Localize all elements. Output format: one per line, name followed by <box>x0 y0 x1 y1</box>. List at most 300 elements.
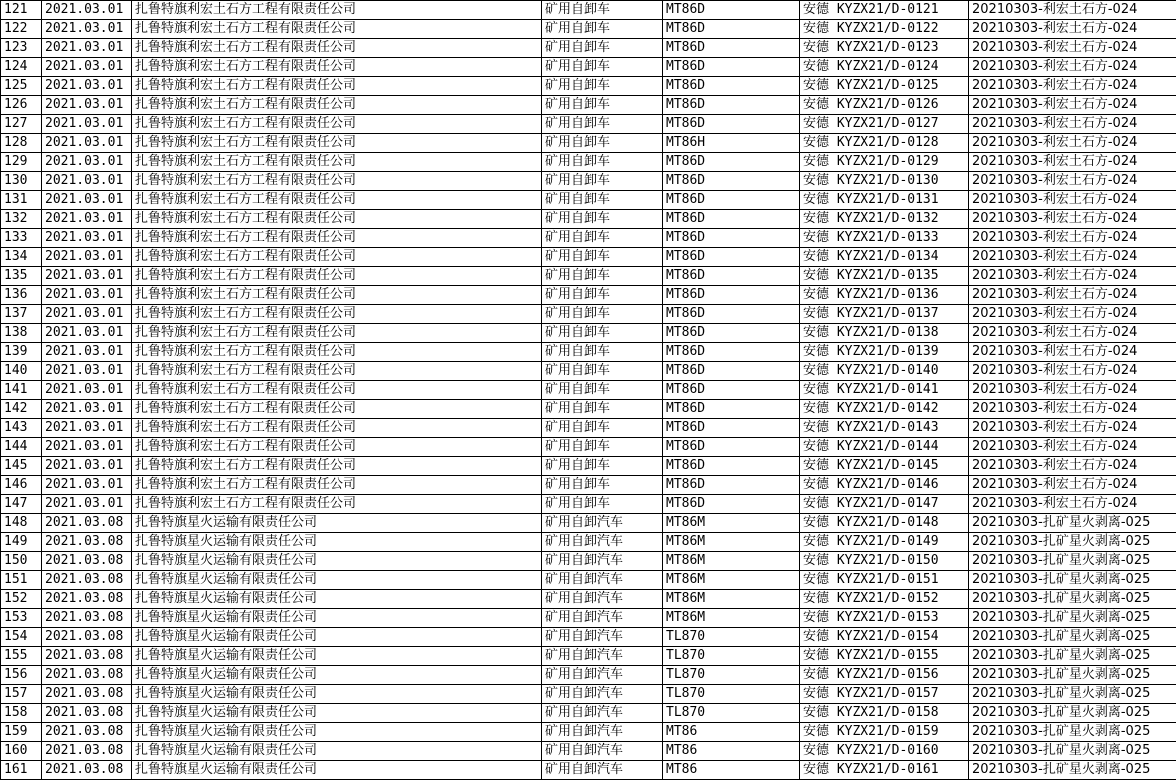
company-cell[interactable]: 扎鲁特旗利宏土石方工程有限责任公司 <box>132 267 542 286</box>
vehicle-type-cell[interactable]: 矿用自卸车 <box>542 229 663 248</box>
date-cell[interactable]: 2021.03.01 <box>42 58 132 77</box>
table-row <box>1 324 1176 343</box>
row-number-cell[interactable]: 142 <box>1 400 42 419</box>
model-cell[interactable]: MT86D <box>663 96 800 115</box>
date-cell[interactable]: 2021.03.01 <box>42 438 132 457</box>
table-row <box>1 58 1176 77</box>
company-cell[interactable]: 扎鲁特旗星火运输有限责任公司 <box>132 609 542 628</box>
plate-number-cell[interactable]: 安德 KYZX21/D-0134 <box>800 248 969 267</box>
row-number-cell[interactable]: 136 <box>1 286 42 305</box>
model-cell[interactable]: MT86D <box>663 438 800 457</box>
plate-number-cell[interactable]: 安德 KYZX21/D-0128 <box>800 134 969 153</box>
company-cell[interactable]: 扎鲁特旗利宏土石方工程有限责任公司 <box>132 419 542 438</box>
vehicle-type-cell[interactable]: 矿用自卸汽车 <box>542 647 663 666</box>
table-row <box>1 647 1176 666</box>
date-cell[interactable]: 2021.03.01 <box>42 400 132 419</box>
company-cell[interactable]: 扎鲁特旗利宏土石方工程有限责任公司 <box>132 153 542 172</box>
model-cell[interactable]: MT86M <box>663 552 800 571</box>
vehicle-type-cell[interactable]: 矿用自卸车 <box>542 1 663 20</box>
table-row <box>1 571 1176 590</box>
model-cell[interactable]: MT86D <box>663 153 800 172</box>
vehicle-type-cell[interactable]: 矿用自卸车 <box>542 267 663 286</box>
plate-number-cell[interactable]: 安德 KYZX21/D-0124 <box>800 58 969 77</box>
company-cell[interactable]: 扎鲁特旗利宏土石方工程有限责任公司 <box>132 77 542 96</box>
plate-number-cell[interactable]: 安德 KYZX21/D-0131 <box>800 191 969 210</box>
company-cell[interactable]: 扎鲁特旗利宏土石方工程有限责任公司 <box>132 115 542 134</box>
reference-code-cell[interactable]: 20210303-利宏土石方-024 <box>969 362 1176 381</box>
vehicle-type-cell[interactable]: 矿用自卸车 <box>542 286 663 305</box>
model-cell[interactable]: MT86D <box>663 324 800 343</box>
vehicle-type-cell[interactable]: 矿用自卸车 <box>542 381 663 400</box>
reference-code-cell[interactable]: 20210303-利宏土石方-024 <box>969 229 1176 248</box>
plate-number-cell[interactable]: 安德 KYZX21/D-0144 <box>800 438 969 457</box>
company-cell[interactable]: 扎鲁特旗利宏土石方工程有限责任公司 <box>132 229 542 248</box>
plate-number-cell[interactable]: 安德 KYZX21/D-0126 <box>800 96 969 115</box>
date-cell[interactable]: 2021.03.01 <box>42 343 132 362</box>
date-cell[interactable]: 2021.03.08 <box>42 761 132 780</box>
company-cell[interactable]: 扎鲁特旗利宏土石方工程有限责任公司 <box>132 58 542 77</box>
model-cell[interactable]: MT86 <box>663 742 800 761</box>
plate-number-cell[interactable]: 安德 KYZX21/D-0127 <box>800 115 969 134</box>
vehicle-type-cell[interactable]: 矿用自卸汽车 <box>542 609 663 628</box>
reference-code-cell[interactable]: 20210303-利宏土石方-024 <box>969 1 1176 20</box>
date-cell[interactable]: 2021.03.08 <box>42 571 132 590</box>
row-number-cell[interactable]: 137 <box>1 305 42 324</box>
row-number-cell[interactable]: 124 <box>1 58 42 77</box>
vehicle-type-cell[interactable]: 矿用自卸车 <box>542 172 663 191</box>
reference-code-cell[interactable]: 20210303-利宏土石方-024 <box>969 476 1176 495</box>
plate-number-cell[interactable]: 安德 KYZX21/D-0138 <box>800 324 969 343</box>
row-number-cell[interactable]: 141 <box>1 381 42 400</box>
plate-number-cell[interactable]: 安德 KYZX21/D-0135 <box>800 267 969 286</box>
vehicle-type-cell[interactable]: 矿用自卸汽车 <box>542 761 663 780</box>
model-cell[interactable]: TL870 <box>663 685 800 704</box>
reference-code-cell[interactable]: 20210303-利宏土石方-024 <box>969 134 1176 153</box>
vehicle-type-cell[interactable]: 矿用自卸车 <box>542 457 663 476</box>
row-number-cell[interactable]: 147 <box>1 495 42 514</box>
date-cell[interactable]: 2021.03.08 <box>42 666 132 685</box>
date-cell[interactable]: 2021.03.08 <box>42 704 132 723</box>
vehicle-type-cell[interactable]: 矿用自卸车 <box>542 153 663 172</box>
company-cell[interactable]: 扎鲁特旗星火运输有限责任公司 <box>132 552 542 571</box>
plate-number-cell[interactable]: 安德 KYZX21/D-0132 <box>800 210 969 229</box>
company-cell[interactable]: 扎鲁特旗星火运输有限责任公司 <box>132 742 542 761</box>
plate-number-cell[interactable]: 安德 KYZX21/D-0159 <box>800 723 969 742</box>
vehicle-type-cell[interactable]: 矿用自卸车 <box>542 248 663 267</box>
row-number-cell[interactable]: 156 <box>1 666 42 685</box>
row-number-cell[interactable]: 140 <box>1 362 42 381</box>
reference-code-cell[interactable]: 20210303-利宏土石方-024 <box>969 343 1176 362</box>
company-cell[interactable]: 扎鲁特旗星火运输有限责任公司 <box>132 590 542 609</box>
company-cell[interactable]: 扎鲁特旗利宏土石方工程有限责任公司 <box>132 343 542 362</box>
company-cell[interactable]: 扎鲁特旗星火运输有限责任公司 <box>132 704 542 723</box>
reference-code-cell[interactable]: 20210303-利宏土石方-024 <box>969 248 1176 267</box>
company-cell[interactable]: 扎鲁特旗利宏土石方工程有限责任公司 <box>132 1 542 20</box>
reference-code-cell[interactable]: 20210303-扎矿星火剥离-025 <box>969 704 1176 723</box>
model-cell[interactable]: MT86D <box>663 343 800 362</box>
plate-number-cell[interactable]: 安德 KYZX21/D-0122 <box>800 20 969 39</box>
reference-code-cell[interactable]: 20210303-利宏土石方-024 <box>969 324 1176 343</box>
vehicle-type-cell[interactable]: 矿用自卸车 <box>542 362 663 381</box>
company-cell[interactable]: 扎鲁特旗星火运输有限责任公司 <box>132 723 542 742</box>
model-cell[interactable]: MT86D <box>663 191 800 210</box>
date-cell[interactable]: 2021.03.01 <box>42 77 132 96</box>
plate-number-cell[interactable]: 安德 KYZX21/D-0157 <box>800 685 969 704</box>
reference-code-cell[interactable]: 20210303-扎矿星火剥离-025 <box>969 685 1176 704</box>
plate-number-cell[interactable]: 安德 KYZX21/D-0154 <box>800 628 969 647</box>
model-cell[interactable]: TL870 <box>663 647 800 666</box>
date-cell[interactable]: 2021.03.01 <box>42 96 132 115</box>
row-number-cell[interactable]: 135 <box>1 267 42 286</box>
model-cell[interactable]: TL870 <box>663 704 800 723</box>
reference-code-cell[interactable]: 20210303-扎矿星火剥离-025 <box>969 647 1176 666</box>
date-cell[interactable]: 2021.03.08 <box>42 723 132 742</box>
model-cell[interactable]: MT86D <box>663 115 800 134</box>
date-cell[interactable]: 2021.03.01 <box>42 495 132 514</box>
row-number-cell[interactable]: 151 <box>1 571 42 590</box>
vehicle-type-cell[interactable]: 矿用自卸汽车 <box>542 742 663 761</box>
vehicle-type-cell[interactable]: 矿用自卸车 <box>542 39 663 58</box>
vehicle-type-cell[interactable]: 矿用自卸汽车 <box>542 533 663 552</box>
vehicle-type-cell[interactable]: 矿用自卸汽车 <box>542 704 663 723</box>
company-cell[interactable]: 扎鲁特旗利宏土石方工程有限责任公司 <box>132 457 542 476</box>
vehicle-type-cell[interactable]: 矿用自卸车 <box>542 476 663 495</box>
date-cell[interactable]: 2021.03.01 <box>42 476 132 495</box>
date-cell[interactable]: 2021.03.01 <box>42 305 132 324</box>
reference-code-cell[interactable]: 20210303-扎矿星火剥离-025 <box>969 590 1176 609</box>
row-number-cell[interactable]: 133 <box>1 229 42 248</box>
reference-code-cell[interactable]: 20210303-利宏土石方-024 <box>969 305 1176 324</box>
row-number-cell[interactable]: 132 <box>1 210 42 229</box>
plate-number-cell[interactable]: 安德 KYZX21/D-0160 <box>800 742 969 761</box>
model-cell[interactable]: MT86D <box>663 495 800 514</box>
plate-number-cell[interactable]: 安德 KYZX21/D-0158 <box>800 704 969 723</box>
row-number-cell[interactable]: 122 <box>1 20 42 39</box>
company-cell[interactable]: 扎鲁特旗利宏土石方工程有限责任公司 <box>132 286 542 305</box>
vehicle-type-cell[interactable]: 矿用自卸汽车 <box>542 514 663 533</box>
date-cell[interactable]: 2021.03.01 <box>42 457 132 476</box>
model-cell[interactable]: MT86 <box>663 723 800 742</box>
company-cell[interactable]: 扎鲁特旗利宏土石方工程有限责任公司 <box>132 324 542 343</box>
vehicle-type-cell[interactable]: 矿用自卸汽车 <box>542 590 663 609</box>
row-number-cell[interactable]: 155 <box>1 647 42 666</box>
model-cell[interactable]: TL870 <box>663 628 800 647</box>
model-cell[interactable]: MT86D <box>663 305 800 324</box>
row-number-cell[interactable]: 143 <box>1 419 42 438</box>
date-cell[interactable]: 2021.03.01 <box>42 172 132 191</box>
plate-number-cell[interactable]: 安德 KYZX21/D-0142 <box>800 400 969 419</box>
reference-code-cell[interactable]: 20210303-扎矿星火剥离-025 <box>969 533 1176 552</box>
model-cell[interactable]: MT86D <box>663 77 800 96</box>
table-row <box>1 77 1176 96</box>
company-cell[interactable]: 扎鲁特旗利宏土石方工程有限责任公司 <box>132 476 542 495</box>
company-cell[interactable]: 扎鲁特旗利宏土石方工程有限责任公司 <box>132 495 542 514</box>
row-number-cell[interactable]: 126 <box>1 96 42 115</box>
company-cell[interactable]: 扎鲁特旗星火运输有限责任公司 <box>132 666 542 685</box>
company-cell[interactable]: 扎鲁特旗利宏土石方工程有限责任公司 <box>132 248 542 267</box>
plate-number-cell[interactable]: 安德 KYZX21/D-0150 <box>800 552 969 571</box>
date-cell[interactable]: 2021.03.08 <box>42 647 132 666</box>
plate-number-cell[interactable]: 安德 KYZX21/D-0141 <box>800 381 969 400</box>
model-cell[interactable]: MT86M <box>663 533 800 552</box>
plate-number-cell[interactable]: 安德 KYZX21/D-0143 <box>800 419 969 438</box>
vehicle-type-cell[interactable]: 矿用自卸车 <box>542 400 663 419</box>
model-cell[interactable]: TL870 <box>663 666 800 685</box>
row-number-cell[interactable]: 145 <box>1 457 42 476</box>
row-number-cell[interactable]: 149 <box>1 533 42 552</box>
row-number-cell[interactable]: 125 <box>1 77 42 96</box>
company-cell[interactable]: 扎鲁特旗利宏土石方工程有限责任公司 <box>132 438 542 457</box>
row-number-cell[interactable]: 153 <box>1 609 42 628</box>
reference-code-cell[interactable]: 20210303-利宏土石方-024 <box>969 115 1176 134</box>
company-cell[interactable]: 扎鲁特旗利宏土石方工程有限责任公司 <box>132 96 542 115</box>
date-cell[interactable]: 2021.03.08 <box>42 685 132 704</box>
row-number-cell[interactable]: 148 <box>1 514 42 533</box>
plate-number-cell[interactable]: 安德 KYZX21/D-0147 <box>800 495 969 514</box>
plate-number-cell[interactable]: 安德 KYZX21/D-0123 <box>800 39 969 58</box>
date-cell[interactable]: 2021.03.01 <box>42 191 132 210</box>
model-cell[interactable]: MT86D <box>663 419 800 438</box>
company-cell[interactable]: 扎鲁特旗星火运输有限责任公司 <box>132 571 542 590</box>
model-cell[interactable]: MT86D <box>663 229 800 248</box>
row-number-cell[interactable]: 157 <box>1 685 42 704</box>
row-number-cell[interactable]: 152 <box>1 590 42 609</box>
model-cell[interactable]: MT86D <box>663 457 800 476</box>
row-number-cell[interactable]: 154 <box>1 628 42 647</box>
date-cell[interactable]: 2021.03.01 <box>42 324 132 343</box>
reference-code-cell[interactable]: 20210303-扎矿星火剥离-025 <box>969 761 1176 780</box>
company-cell[interactable]: 扎鲁特旗星火运输有限责任公司 <box>132 685 542 704</box>
reference-code-cell[interactable]: 20210303-扎矿星火剥离-025 <box>969 514 1176 533</box>
table-row <box>1 191 1176 210</box>
date-cell[interactable]: 2021.03.01 <box>42 248 132 267</box>
table-row <box>1 362 1176 381</box>
row-number-cell[interactable]: 134 <box>1 248 42 267</box>
reference-code-cell[interactable]: 20210303-扎矿星火剥离-025 <box>969 742 1176 761</box>
model-cell[interactable]: MT86M <box>663 609 800 628</box>
plate-number-cell[interactable]: 安德 KYZX21/D-0133 <box>800 229 969 248</box>
vehicle-type-cell[interactable]: 矿用自卸汽车 <box>542 628 663 647</box>
plate-number-cell[interactable]: 安德 KYZX21/D-0146 <box>800 476 969 495</box>
vehicle-type-cell[interactable]: 矿用自卸汽车 <box>542 685 663 704</box>
row-number-cell[interactable]: 139 <box>1 343 42 362</box>
date-cell[interactable]: 2021.03.01 <box>42 362 132 381</box>
model-cell[interactable]: MT86D <box>663 248 800 267</box>
date-cell[interactable]: 2021.03.01 <box>42 115 132 134</box>
date-cell[interactable]: 2021.03.08 <box>42 533 132 552</box>
row-number-cell[interactable]: 158 <box>1 704 42 723</box>
model-cell[interactable]: MT86D <box>663 20 800 39</box>
date-cell[interactable]: 2021.03.08 <box>42 742 132 761</box>
company-cell[interactable]: 扎鲁特旗利宏土石方工程有限责任公司 <box>132 210 542 229</box>
vehicle-type-cell[interactable]: 矿用自卸车 <box>542 419 663 438</box>
reference-code-cell[interactable]: 20210303-扎矿星火剥离-025 <box>969 723 1176 742</box>
plate-number-cell[interactable]: 安德 KYZX21/D-0149 <box>800 533 969 552</box>
reference-code-cell[interactable]: 20210303-利宏土石方-024 <box>969 438 1176 457</box>
model-cell[interactable]: MT86D <box>663 400 800 419</box>
vehicle-type-cell[interactable]: 矿用自卸车 <box>542 134 663 153</box>
vehicle-type-cell[interactable]: 矿用自卸车 <box>542 20 663 39</box>
plate-number-cell[interactable]: 安德 KYZX21/D-0129 <box>800 153 969 172</box>
plate-number-cell[interactable]: 安德 KYZX21/D-0121 <box>800 1 969 20</box>
company-cell[interactable]: 扎鲁特旗星火运输有限责任公司 <box>132 647 542 666</box>
row-number-cell[interactable]: 129 <box>1 153 42 172</box>
date-cell[interactable]: 2021.03.01 <box>42 1 132 20</box>
reference-code-cell[interactable]: 20210303-扎矿星火剥离-025 <box>969 628 1176 647</box>
model-cell[interactable]: MT86D <box>663 476 800 495</box>
date-cell[interactable]: 2021.03.01 <box>42 39 132 58</box>
reference-code-cell[interactable]: 20210303-扎矿星火剥离-025 <box>969 666 1176 685</box>
company-cell[interactable]: 扎鲁特旗利宏土石方工程有限责任公司 <box>132 134 542 153</box>
row-number-cell[interactable]: 160 <box>1 742 42 761</box>
vehicle-type-cell[interactable]: 矿用自卸车 <box>542 324 663 343</box>
vehicle-type-cell[interactable]: 矿用自卸车 <box>542 115 663 134</box>
reference-code-cell[interactable]: 20210303-利宏土石方-024 <box>969 419 1176 438</box>
row-number-cell[interactable]: 128 <box>1 134 42 153</box>
date-cell[interactable]: 2021.03.01 <box>42 381 132 400</box>
vehicle-type-cell[interactable]: 矿用自卸车 <box>542 438 663 457</box>
company-cell[interactable]: 扎鲁特旗利宏土石方工程有限责任公司 <box>132 362 542 381</box>
table-row <box>1 96 1176 115</box>
reference-code-cell[interactable]: 20210303-利宏土石方-024 <box>969 210 1176 229</box>
date-cell[interactable]: 2021.03.08 <box>42 514 132 533</box>
row-number-cell[interactable]: 150 <box>1 552 42 571</box>
reference-code-cell[interactable]: 20210303-扎矿星火剥离-025 <box>969 609 1176 628</box>
vehicle-type-cell[interactable]: 矿用自卸车 <box>542 210 663 229</box>
company-cell[interactable]: 扎鲁特旗利宏土石方工程有限责任公司 <box>132 172 542 191</box>
plate-number-cell[interactable]: 安德 KYZX21/D-0152 <box>800 590 969 609</box>
model-cell[interactable]: MT86D <box>663 210 800 229</box>
reference-code-cell[interactable]: 20210303-利宏土石方-024 <box>969 191 1176 210</box>
model-cell[interactable]: MT86D <box>663 286 800 305</box>
reference-code-cell[interactable]: 20210303-利宏土石方-024 <box>969 495 1176 514</box>
plate-number-cell[interactable]: 安德 KYZX21/D-0139 <box>800 343 969 362</box>
date-cell[interactable]: 2021.03.08 <box>42 609 132 628</box>
plate-number-cell[interactable]: 安德 KYZX21/D-0145 <box>800 457 969 476</box>
vehicle-type-cell[interactable]: 矿用自卸车 <box>542 343 663 362</box>
plate-number-cell[interactable]: 安德 KYZX21/D-0136 <box>800 286 969 305</box>
model-cell[interactable]: MT86D <box>663 362 800 381</box>
vehicle-type-cell[interactable]: 矿用自卸车 <box>542 191 663 210</box>
model-cell[interactable]: MT86D <box>663 1 800 20</box>
row-number-cell[interactable]: 138 <box>1 324 42 343</box>
vehicle-type-cell[interactable]: 矿用自卸汽车 <box>542 723 663 742</box>
vehicle-type-cell[interactable]: 矿用自卸车 <box>542 495 663 514</box>
plate-number-cell[interactable]: 安德 KYZX21/D-0161 <box>800 761 969 780</box>
company-cell[interactable]: 扎鲁特旗星火运输有限责任公司 <box>132 628 542 647</box>
row-number-cell[interactable]: 161 <box>1 761 42 780</box>
model-cell[interactable]: MT86D <box>663 58 800 77</box>
model-cell[interactable]: MT86M <box>663 514 800 533</box>
plate-number-cell[interactable]: 安德 KYZX21/D-0148 <box>800 514 969 533</box>
row-number-cell[interactable]: 159 <box>1 723 42 742</box>
plate-number-cell[interactable]: 安德 KYZX21/D-0130 <box>800 172 969 191</box>
reference-code-cell[interactable]: 20210303-利宏土石方-024 <box>969 381 1176 400</box>
model-cell[interactable]: MT86D <box>663 39 800 58</box>
row-number-cell[interactable]: 121 <box>1 1 42 20</box>
date-cell[interactable]: 2021.03.01 <box>42 20 132 39</box>
table-row <box>1 210 1176 229</box>
plate-number-cell[interactable]: 安德 KYZX21/D-0140 <box>800 362 969 381</box>
reference-code-cell[interactable]: 20210303-利宏土石方-024 <box>969 20 1176 39</box>
table-row <box>1 400 1176 419</box>
date-cell[interactable]: 2021.03.01 <box>42 229 132 248</box>
model-cell[interactable]: MT86M <box>663 590 800 609</box>
row-number-cell[interactable]: 127 <box>1 115 42 134</box>
company-cell[interactable]: 扎鲁特旗利宏土石方工程有限责任公司 <box>132 20 542 39</box>
vehicle-type-cell[interactable]: 矿用自卸汽车 <box>542 571 663 590</box>
date-cell[interactable]: 2021.03.01 <box>42 210 132 229</box>
reference-code-cell[interactable]: 20210303-利宏土石方-024 <box>969 96 1176 115</box>
row-number-cell[interactable]: 123 <box>1 39 42 58</box>
vehicle-type-cell[interactable]: 矿用自卸车 <box>542 77 663 96</box>
model-cell[interactable]: MT86D <box>663 172 800 191</box>
plate-number-cell[interactable]: 安德 KYZX21/D-0125 <box>800 77 969 96</box>
reference-code-cell[interactable]: 20210303-利宏土石方-024 <box>969 286 1176 305</box>
table-row <box>1 20 1176 39</box>
date-cell[interactable]: 2021.03.01 <box>42 419 132 438</box>
vehicle-type-cell[interactable]: 矿用自卸汽车 <box>542 666 663 685</box>
reference-code-cell[interactable]: 20210303-利宏土石方-024 <box>969 457 1176 476</box>
row-number-cell[interactable]: 144 <box>1 438 42 457</box>
reference-code-cell[interactable]: 20210303-利宏土石方-024 <box>969 153 1176 172</box>
company-cell[interactable]: 扎鲁特旗利宏土石方工程有限责任公司 <box>132 191 542 210</box>
company-cell[interactable]: 扎鲁特旗利宏土石方工程有限责任公司 <box>132 400 542 419</box>
company-cell[interactable]: 扎鲁特旗利宏土石方工程有限责任公司 <box>132 39 542 58</box>
row-number-cell[interactable]: 130 <box>1 172 42 191</box>
model-cell[interactable]: MT86 <box>663 761 800 780</box>
reference-code-cell[interactable]: 20210303-扎矿星火剥离-025 <box>969 571 1176 590</box>
date-cell[interactable]: 2021.03.01 <box>42 267 132 286</box>
company-cell[interactable]: 扎鲁特旗星火运输有限责任公司 <box>132 514 542 533</box>
model-cell[interactable]: MT86D <box>663 381 800 400</box>
model-cell[interactable]: MT86M <box>663 571 800 590</box>
date-cell[interactable]: 2021.03.08 <box>42 628 132 647</box>
company-cell[interactable]: 扎鲁特旗星火运输有限责任公司 <box>132 761 542 780</box>
reference-code-cell[interactable]: 20210303-利宏土石方-024 <box>969 39 1176 58</box>
reference-code-cell[interactable]: 20210303-扎矿星火剥离-025 <box>969 552 1176 571</box>
plate-number-cell[interactable]: 安德 KYZX21/D-0151 <box>800 571 969 590</box>
date-cell[interactable]: 2021.03.01 <box>42 153 132 172</box>
table-row <box>1 476 1176 495</box>
reference-code-cell[interactable]: 20210303-利宏土石方-024 <box>969 77 1176 96</box>
plate-number-cell[interactable]: 安德 KYZX21/D-0156 <box>800 666 969 685</box>
reference-code-cell[interactable]: 20210303-利宏土石方-024 <box>969 400 1176 419</box>
vehicle-type-cell[interactable]: 矿用自卸车 <box>542 58 663 77</box>
vehicle-type-cell[interactable]: 矿用自卸车 <box>542 96 663 115</box>
row-number-cell[interactable]: 146 <box>1 476 42 495</box>
date-cell[interactable]: 2021.03.08 <box>42 552 132 571</box>
reference-code-cell[interactable]: 20210303-利宏土石方-024 <box>969 267 1176 286</box>
date-cell[interactable]: 2021.03.01 <box>42 286 132 305</box>
reference-code-cell[interactable]: 20210303-利宏土石方-024 <box>969 58 1176 77</box>
company-cell[interactable]: 扎鲁特旗利宏土石方工程有限责任公司 <box>132 305 542 324</box>
company-cell[interactable]: 扎鲁特旗利宏土石方工程有限责任公司 <box>132 381 542 400</box>
row-number-cell[interactable]: 131 <box>1 191 42 210</box>
company-cell[interactable]: 扎鲁特旗星火运输有限责任公司 <box>132 533 542 552</box>
model-cell[interactable]: MT86H <box>663 134 800 153</box>
vehicle-type-cell[interactable]: 矿用自卸汽车 <box>542 552 663 571</box>
plate-number-cell[interactable]: 安德 KYZX21/D-0155 <box>800 647 969 666</box>
model-cell[interactable]: MT86D <box>663 267 800 286</box>
table-row <box>1 761 1176 780</box>
date-cell[interactable]: 2021.03.08 <box>42 590 132 609</box>
reference-code-cell[interactable]: 20210303-利宏土石方-024 <box>969 172 1176 191</box>
date-cell[interactable]: 2021.03.01 <box>42 134 132 153</box>
vehicle-type-cell[interactable]: 矿用自卸车 <box>542 305 663 324</box>
plate-number-cell[interactable]: 安德 KYZX21/D-0153 <box>800 609 969 628</box>
plate-number-cell[interactable]: 安德 KYZX21/D-0137 <box>800 305 969 324</box>
